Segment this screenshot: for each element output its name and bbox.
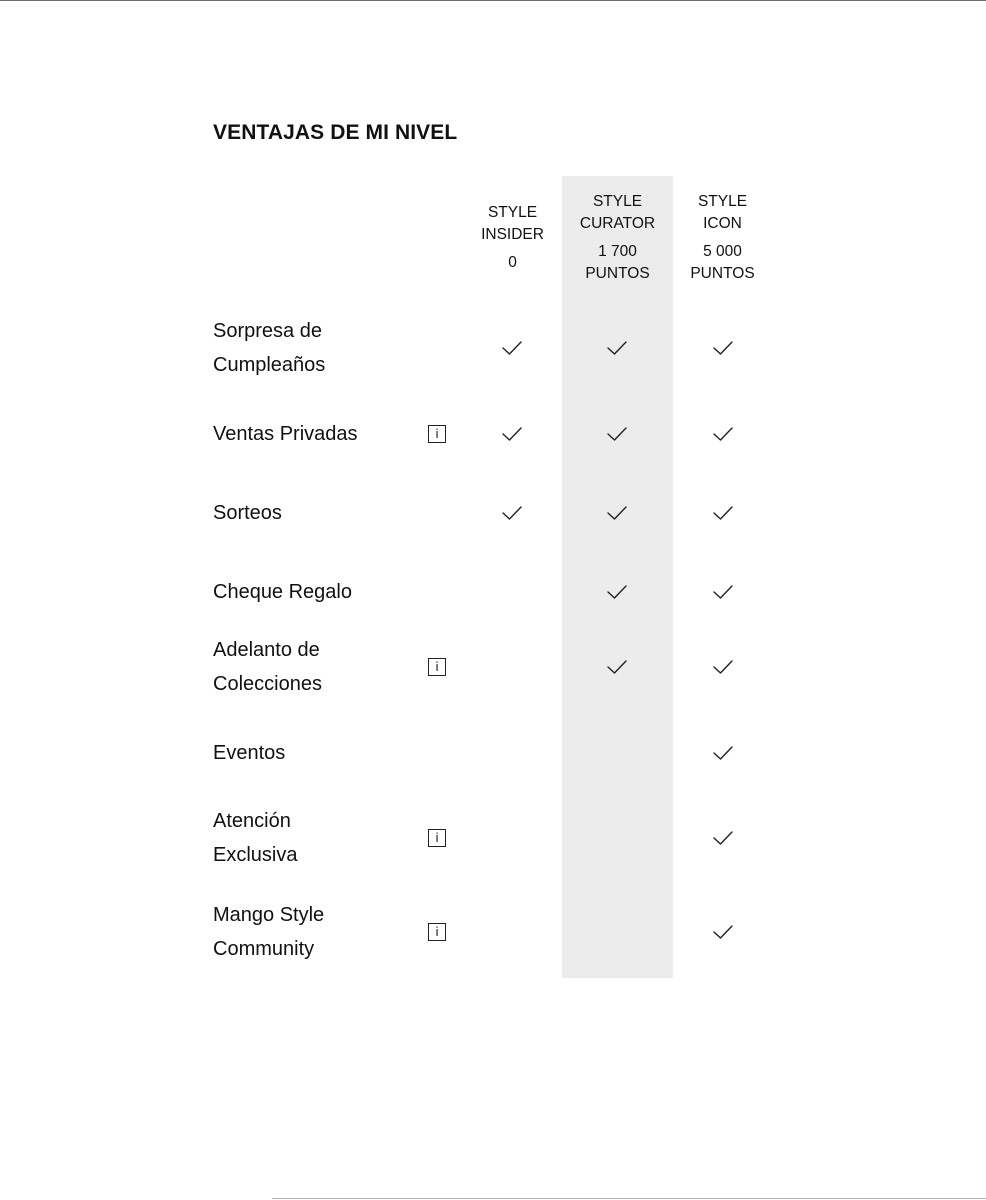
info-icon[interactable]: i bbox=[428, 658, 446, 676]
benefit-label: Atención Exclusiva bbox=[213, 810, 298, 866]
check-icon bbox=[501, 340, 523, 356]
info-icon[interactable]: i bbox=[428, 829, 446, 847]
benefit-label: Ventas Privadas bbox=[213, 423, 358, 445]
check-icon bbox=[606, 340, 628, 356]
check-icon bbox=[712, 830, 734, 846]
tier-points: 1 700 PUNTOS bbox=[585, 243, 650, 282]
check-icon bbox=[712, 584, 734, 600]
check-icon bbox=[712, 659, 734, 675]
tier-name: STYLE CURATOR bbox=[579, 193, 656, 232]
benefit-label: Sorpresa de Cumpleaños bbox=[213, 320, 326, 376]
tier-points: 5 000 PUNTOS bbox=[690, 243, 755, 282]
check-icon bbox=[712, 745, 734, 761]
check-icon bbox=[501, 505, 523, 521]
check-icon bbox=[712, 505, 734, 521]
benefit-label: Cheque Regalo bbox=[213, 581, 352, 603]
check-icon bbox=[712, 426, 734, 442]
check-icon bbox=[501, 426, 523, 442]
current-tier-highlight bbox=[562, 176, 673, 978]
check-icon bbox=[606, 505, 628, 521]
check-icon bbox=[606, 426, 628, 442]
check-icon bbox=[606, 659, 628, 675]
tier-name: STYLE ICON bbox=[697, 193, 748, 232]
info-icon[interactable]: i bbox=[428, 425, 446, 443]
top-divider bbox=[0, 0, 986, 1]
bottom-divider bbox=[272, 1198, 986, 1199]
tier-points: 0 bbox=[508, 254, 517, 271]
benefit-label: Sorteos bbox=[213, 502, 282, 524]
check-icon bbox=[606, 584, 628, 600]
tier-name: STYLE INSIDER bbox=[481, 204, 544, 243]
benefit-label: Adelanto de Colecciones bbox=[213, 639, 322, 695]
tier-header-style-curator bbox=[562, 191, 673, 285]
info-icon[interactable]: i bbox=[428, 923, 446, 941]
check-icon bbox=[712, 340, 734, 356]
page-title: VENTAJAS DE MI NIVEL bbox=[213, 121, 458, 144]
check-icon bbox=[712, 924, 734, 940]
benefit-label: Eventos bbox=[213, 742, 286, 764]
tier-header-style-icon bbox=[667, 191, 778, 285]
benefit-label: Mango Style Community bbox=[213, 904, 325, 960]
tier-header-style-insider bbox=[457, 202, 568, 274]
